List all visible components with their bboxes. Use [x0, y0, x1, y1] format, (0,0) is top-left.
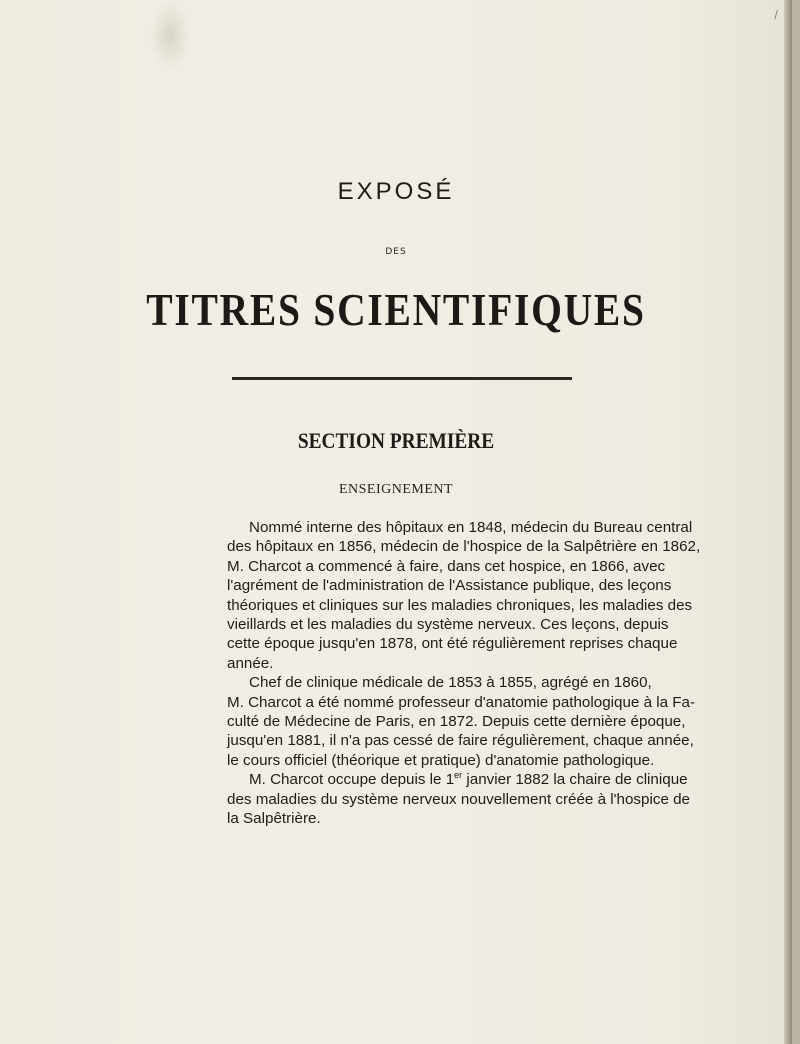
heading-titres-scientifiques: TITRES SCIENTIFIQUES: [146, 284, 646, 335]
paragraph-2-line: jusqu'en 1881, il n'a pas cessé de faire régulièrement, chaque année,: [227, 732, 694, 750]
heading-des: DES: [385, 247, 407, 257]
paragraph-3-line: la Salpêtrière.: [227, 810, 321, 828]
superscript: er: [454, 770, 463, 781]
paragraph-1-line: Nommé interne des hôpitaux en 1848, médecin du Bureau central: [249, 519, 693, 536]
paragraph-3-text: janvier 1882 la chaire de clinique: [462, 771, 688, 789]
heading-expose: EXPOSÉ: [337, 178, 455, 205]
page-edge: [784, 0, 792, 1044]
section-subtitle: ENSEIGNEMENT: [338, 482, 454, 497]
paragraph-2-line: culté de Médecine de Paris, en 1872. Depuis cette dernière époque,: [227, 713, 686, 731]
paragraph-1-line: M. Charcot a commencé à faire, dans cet hospice, en 1866, avec: [227, 557, 666, 575]
paragraph-1-line: année.: [227, 654, 274, 672]
paragraph-3-text: M. Charcot occupe depuis le 1: [249, 771, 455, 789]
paragraph-2-line: Chef de clinique médicale de 1853 à 1855, agrégé en 1860,: [249, 674, 652, 692]
paragraph-2-line: M. Charcot a été nommé professeur d'anatomie pathologique à la Fa-: [227, 693, 696, 711]
paragraph-1-line: l'agrément de l'administration de l'Assistance publique, des leçons: [227, 577, 672, 595]
paragraph-1-line: cette époque jusqu'en 1878, ont été régulièrement reprises chaque: [227, 635, 678, 653]
paragraph-2-line: le cours officiel (théorique et pratique) d'anatomie pathologique.: [227, 751, 655, 769]
page-mark: /: [774, 8, 778, 21]
paragraph-1-line: vieillards et les maladies du système nerveux. Ces leçons, depuis: [227, 616, 669, 634]
paragraph-3-line: [227, 770, 688, 789]
paragraph-1-line: théoriques et cliniques sur les maladies chroniques, les maladies des: [227, 596, 693, 614]
paragraph-3-line: des maladies du système nerveux nouvellement créée à l'hospice de: [227, 790, 691, 808]
paragraph-1-line: des hôpitaux en 1856, médecin de l'hospice de la Salpêtrière en 1862,: [227, 538, 701, 556]
section-title: SECTION PREMIÈRE: [297, 428, 495, 453]
paper-stain: [150, 0, 190, 70]
horizontal-rule: [232, 377, 572, 380]
body-text: [227, 518, 701, 829]
